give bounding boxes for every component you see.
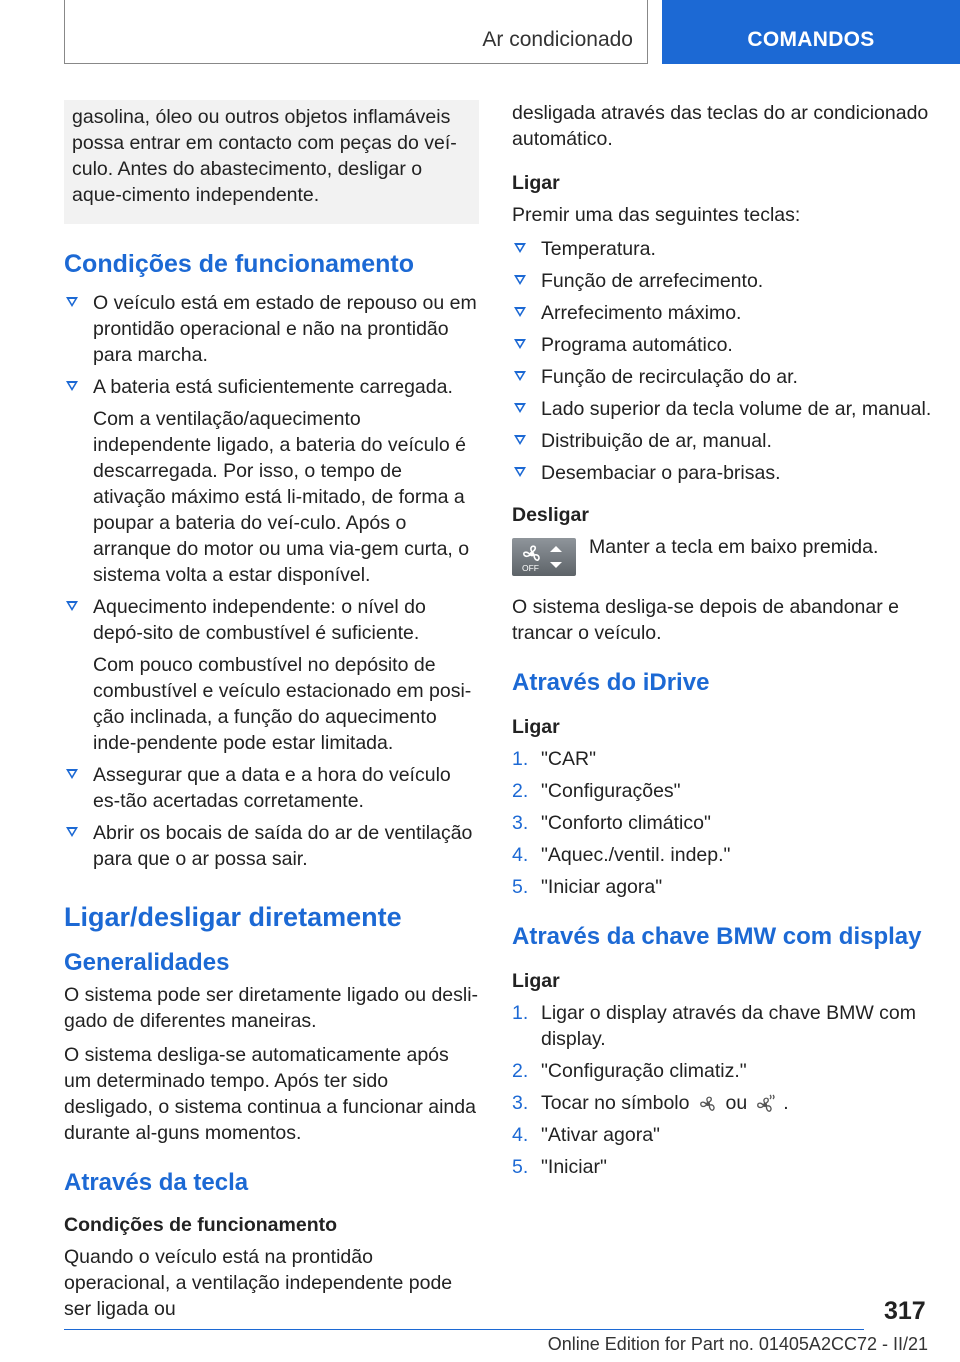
list-item: O veículo está em estado de repouso ou em prontidão operacional e não na prontidão para marcha. (64, 290, 479, 368)
idrive-on-heading: Ligar (512, 716, 560, 738)
note-text: gasolina, óleo ou outros objetos inflamáveis possa entrar em contacto com peças do veí-culo. Antes do abastecimento, desligar o aque-cimento independente. (72, 106, 457, 206)
triangle-bullet-icon (514, 403, 526, 413)
list-item: Função de recirculação do ar. (512, 364, 932, 390)
chapter-tab[interactable]: COMANDOS (662, 0, 960, 64)
list-item: 5. "Iniciar agora" (512, 876, 663, 898)
switch-off-heading: Desligar (512, 504, 589, 526)
idrive-steps (512, 746, 932, 900)
list-item: 1. "CAR" (512, 748, 597, 770)
list-item: 4. "Aquec./ventil. indep." (512, 844, 731, 866)
list-item: 3. "Conforto climático" (512, 812, 711, 834)
triangle-bullet-icon (66, 601, 78, 611)
display-key-steps (512, 1000, 932, 1180)
triangle-bullet-icon (514, 339, 526, 349)
triangle-bullet-icon (514, 307, 526, 317)
list-item: 5. "Iniciar" (512, 1156, 607, 1178)
switch-on-heading: Ligar (512, 172, 560, 194)
off-after-paragraph: O sistema desliga-se depois de abandonar e trancar o veículo. (512, 596, 899, 644)
list-item: Programa automático. (512, 332, 932, 358)
conditions-heading: Condições de funcionamento (64, 250, 415, 278)
list-item: 3. Tocar no símbolo ou . (512, 1092, 789, 1114)
list-item-detail: Com pouco combustível no depósito de combustível e veículo estacionado em posi-ção inclinada, a função do aquecimento inde-pendente pode estar limitada. (93, 654, 472, 754)
key-conditions-paragraph: Quando o veículo está na prontidão operacional, a ventilação independente pode ser ligada ou (64, 1246, 453, 1320)
list-item: Abrir os bocais de saída do ar de ventilação para que o ar possa sair. (64, 820, 479, 872)
list-item: Assegurar que a data e a hora do veículo es-tão acertadas corretamente. (64, 762, 479, 814)
display-key-on-heading: Ligar (512, 970, 560, 992)
footer-divider (64, 1329, 864, 1330)
via-idrive-heading: Através do iDrive (512, 669, 710, 696)
triangle-bullet-icon (514, 371, 526, 381)
list-item: Aquecimento independente: o nível do depó-sito de combustível é suficiente. Com pouco combustível no depósito de combustível e veículo estacionado em posi-ção inclinada, a função do aquecimento inde-pendente pode estar limitada. (64, 594, 479, 756)
triangle-bullet-icon (514, 467, 526, 477)
continued-paragraph: desligada através das teclas do ar condicionado automático. (512, 102, 929, 150)
triangle-bullet-icon (66, 827, 78, 837)
via-display-key-heading: Através da chave BMW com display (512, 923, 922, 950)
off-key-row (512, 534, 932, 588)
list-item: A bateria está suficientemente carregada. Com a ventilação/aquecimento independente ligado, a bateria do veículo é descarregada. Por isso, o tempo de ativação máximo está li-mitado, de forma a poupar a bateria do veí-culo. Após o arranque do motor ou uma via-gem curta, o sistema volta a estar disponível. (64, 374, 479, 588)
list-item: Função de arrefecimento. (512, 268, 932, 294)
list-item-detail: Com a ventilação/aquecimento independente ligado, a bateria do veículo é descarregada. Por isso, o tempo de ativação máximo está li-mitado, de forma a poupar a bateria do veí-culo. Após o arranque do motor ou uma via-gem curta, o sistema volta a estar disponível. (93, 408, 470, 586)
triangle-bullet-icon (514, 275, 526, 285)
general-paragraph-2: O sistema desliga-se automaticamente após um determinado tempo. Após ter sido desligado, o sistema continua a funcionar ainda durante al-guns momentos. (64, 1044, 476, 1144)
off-key-label: OFF (522, 563, 539, 573)
general-paragraph-1: O sistema pode ser diretamente ligado ou desli-gado de diferentes maneiras. (64, 984, 479, 1032)
keys-list (512, 236, 932, 486)
page-number: 317 (884, 1297, 926, 1325)
right-column (512, 100, 932, 1192)
switch-on-intro: Premir uma das seguintes teclas: (512, 204, 801, 226)
list-item: 2. "Configuração climatiz." (512, 1060, 747, 1082)
off-instruction: Manter a tecla em baixo premida. (589, 536, 879, 558)
triangle-bullet-icon (66, 297, 78, 307)
conditions-list (64, 290, 479, 872)
list-item: Lado superior da tecla volume de ar, manual. (512, 396, 932, 422)
fan-heat-icon (753, 1093, 777, 1115)
list-item: 1. Ligar o display através da chave BMW com display. (512, 1002, 916, 1050)
list-item: 2. "Configurações" (512, 780, 681, 802)
general-heading: Generalidades (64, 949, 230, 976)
triangle-bullet-icon (66, 769, 78, 779)
page-header (0, 0, 960, 66)
via-key-heading: Através da tecla (64, 1169, 249, 1196)
triangle-bullet-icon (66, 381, 78, 391)
triangle-bullet-icon (514, 243, 526, 253)
warning-note-box (64, 100, 479, 224)
direct-switch-heading: Ligar/desligar diretamente (64, 902, 402, 932)
list-item: Distribuição de ar, manual. (512, 428, 932, 454)
left-column (64, 100, 479, 1330)
fan-icon (696, 1093, 720, 1115)
edition-note: Online Edition for Part no. 01405A2CC72 - II/21 (547, 1334, 928, 1354)
fan-off-key-icon (512, 538, 576, 576)
list-item: Desembaciar o para-brisas. (512, 460, 932, 486)
key-conditions-heading: Condições de funcionamento (64, 1214, 338, 1236)
list-item: Arrefecimento máximo. (512, 300, 932, 326)
list-item: Temperatura. (512, 236, 932, 262)
list-item: 4. "Ativar agora" (512, 1124, 660, 1146)
section-title: Ar condicionado (64, 0, 648, 64)
triangle-bullet-icon (514, 435, 526, 445)
